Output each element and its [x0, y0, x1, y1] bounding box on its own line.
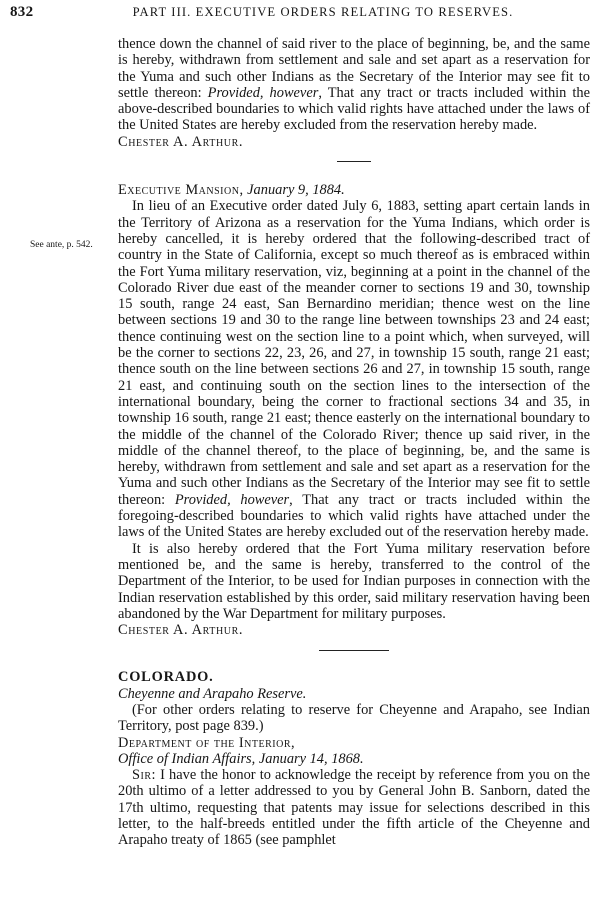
state-heading: COLORADO.: [118, 669, 214, 686]
salutation: Sir:: [132, 767, 157, 784]
cross-reference-note: (For other orders relating to reserve for Cheyenne and Arapaho, see Indian Territory, post page 839.): [118, 701, 590, 735]
proviso-italic: Provided, however: [174, 491, 290, 508]
dateline-date: January 9, 1884.: [247, 182, 345, 199]
office-name: Office of Indian Affairs,: [118, 750, 256, 767]
dateline-place: Executive Mansion,: [118, 182, 244, 199]
order-paragraph: [118, 198, 590, 540]
signature: Chester A. Arthur.: [118, 622, 244, 639]
page-number: 832: [10, 4, 34, 20]
office-dateline: [118, 751, 590, 767]
text-span: , That any tract or tracts included within the above-described boundaries to which valid rights have attached under the laws of the United States are hereby excluded from the reservation hereby made.: [118, 84, 590, 134]
dateline: [118, 182, 590, 198]
section-divider: [337, 161, 371, 162]
order-continuation-paragraph: [118, 36, 590, 134]
order-paragraph: It is also hereby ordered that the Fort Yuma military reservation before mentioned be, and the same is hereby, transferred to the control of the Department of the Interior, to be used for Indian purposes in connection with the Indian reservation established by this order, said military reservation having been abandoned by the War Department for military purposes.: [118, 540, 590, 622]
margin-note: See ante, p. 542.: [30, 240, 93, 250]
running-title: PART III. EXECUTIVE ORDERS RELATING TO RESERVES.: [132, 5, 514, 19]
text-span: , That any tract or tracts included within the foregoing-described boundaries to which valid rights have attached under the laws of the United States are hereby excluded out of the reservation hereby made.: [118, 491, 590, 541]
section-divider: [319, 650, 389, 651]
running-header: [10, 4, 592, 24]
text-span: In lieu of an Executive order dated July 6, 1883, setting apart certain lands in the Territory of Arizona as a reservation for the Yuma Indians, which order is hereby cancelled, it is hereby ordered that the following-described tract of country in the State of California, except so much thereof as is embraced within the Fort Yuma military reservation, viz, beginning at a point in the channel of the Colorado River due east of the meander corner to sections 19 and 30, township 15 south, range 24 east, San Bernardino meridian; thence west on the line between sections 19 and 30 to the range line between townships 23 and 24 east; thence continuing west on the section line to a point which, when surveyed, will be the corner to sections 22, 23, 26, and 27, in township 15 south, range 21 east; thence south on the line between sections 26 and 27, in township 15 south, range 21 east, and continuing south on the section lines to the intersection of the international boundary, being the corner to fractional sections 34 and 35, in township 16 south, range 21 east; thence easterly on the international boundary to the middle of the channel of the Colorado River; thence up said river, in the middle of the channel thereof, to the place of beginning, be, and the same is hereby, withdrawn from settlement and sale and set apart as a reservation for the Yuma and such other Indians as the Secretary of the Interior may see fit to settle thereon:: [118, 198, 590, 508]
department-line: Department of the Interior,: [118, 734, 296, 751]
signature: Chester A. Arthur.: [118, 133, 244, 150]
text-column: [118, 36, 590, 849]
text-span: thence down the channel of said river to the place of beginning, be, and the same is hereby, withdrawn from settlement and sale and set apart as a reservation for the Yuma and such other Indians as the Secretary of the Interior may see fit to settle thereon:: [118, 36, 590, 101]
letter-date: January 14, 1868.: [258, 750, 364, 767]
letter-paragraph: [118, 767, 590, 848]
text-span: I have the honor to acknowledge the receipt by reference from you on the 20th ultimo of a letter addressed to you by General John B. Sanborn, dated the 17th ultimo, requesting that patents may issue for selections described in this letter, to the half-breeds entitled under the fifth article of the Cheyenne and Arapaho treaty of 1865 (see pamphlet: [118, 767, 590, 849]
proviso-italic: Provided, however: [207, 84, 319, 101]
reserve-heading: Cheyenne and Arapaho Reserve.: [118, 685, 307, 702]
